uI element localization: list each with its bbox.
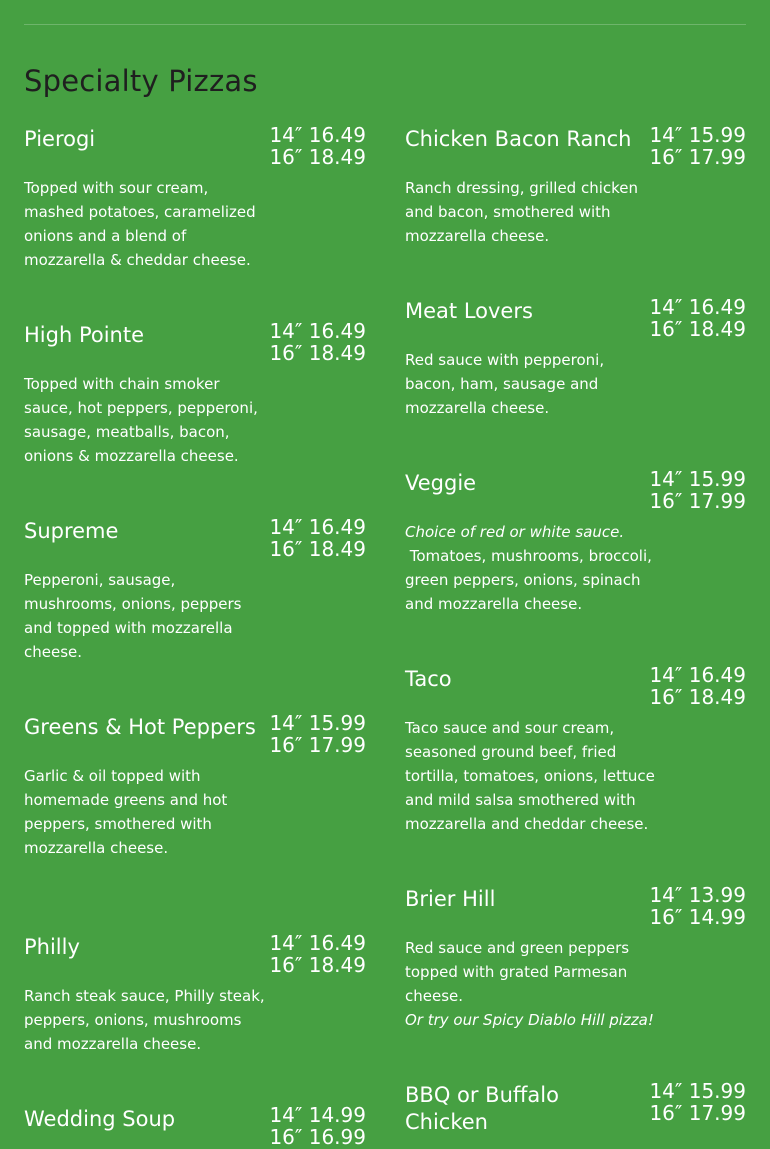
price-14-inch: 14″ 15.99: [269, 711, 366, 735]
item-prices: [269, 712, 366, 756]
item-note: Or try our Spicy Diablo Hill pizza!: [405, 1011, 654, 1029]
item-name: Wedding Soup: [24, 1107, 176, 1131]
item-description: Red sauce and green peppers topped with grated Parmesan cheese.: [405, 939, 630, 1005]
item-description-block: [405, 520, 655, 616]
item-name: Chicken Bacon Ranch: [405, 127, 632, 151]
item-note: Choice of red or white sauce.: [405, 523, 625, 541]
item-name: Taco: [405, 667, 452, 691]
item-description-block: [405, 936, 655, 1032]
price-14-inch: 14″ 16.49: [649, 663, 746, 687]
price-16-inch: 16″ 17.99: [649, 1101, 746, 1125]
price-14-inch: 14″ 15.99: [649, 467, 746, 491]
item-description: Topped with sour cream, mashed potatoes, caramelized onions and a blend of mozzarella & cheddar cheese.: [24, 179, 256, 269]
price-16-inch: 16″ 18.49: [269, 953, 366, 977]
top-divider: [24, 24, 746, 25]
item-description: Ranch steak sauce, Philly steak, peppers, onions, mushrooms and mozzarella cheese.: [24, 987, 265, 1053]
item-name: Supreme: [24, 519, 119, 543]
price-14-inch: 14″ 15.99: [649, 123, 746, 147]
price-14-inch: 14″ 14.99: [269, 1103, 366, 1127]
item-name: Philly: [24, 935, 80, 959]
item-name: BBQ or Buffalo Chicken: [405, 1083, 559, 1134]
item-prices: [269, 1104, 366, 1148]
price-14-inch: 14″ 15.99: [649, 1079, 746, 1103]
price-14-inch: 14″ 16.49: [269, 123, 366, 147]
item-description: Red sauce with pepperoni, bacon, ham, sausage and mozzarella cheese.: [405, 351, 605, 417]
price-16-inch: 16″ 18.49: [269, 145, 366, 169]
price-14-inch: 14″ 16.49: [269, 931, 366, 955]
item-description: Taco sauce and sour cream, seasoned ground beef, fried tortilla, tomatoes, onions, lettuce and mild salsa smothered with mozzarella and cheddar cheese.: [405, 719, 655, 833]
price-16-inch: 16″ 18.49: [269, 537, 366, 561]
price-14-inch: 14″ 13.99: [649, 883, 746, 907]
price-14-inch: 14″ 16.49: [269, 515, 366, 539]
item-prices: [649, 884, 746, 928]
price-16-inch: 16″ 18.49: [649, 317, 746, 341]
price-14-inch: 14″ 16.49: [649, 295, 746, 319]
item-description: Pepperoni, sausage, mushrooms, onions, peppers and topped with mozzarella cheese.: [24, 571, 242, 661]
price-16-inch: 16″ 17.99: [649, 145, 746, 169]
item-description: Tomatoes, mushrooms, broccoli, green peppers, onions, spinach and mozzarella cheese.: [405, 547, 652, 613]
price-16-inch: 16″ 18.49: [649, 685, 746, 709]
item-prices: [269, 320, 366, 364]
price-16-inch: 16″ 16.99: [269, 1125, 366, 1149]
item-name: Meat Lovers: [405, 299, 533, 323]
item-prices: [649, 1080, 746, 1124]
section-title: Specialty Pizzas: [24, 64, 258, 98]
item-prices: [649, 664, 746, 708]
item-name: High Pointe: [24, 323, 145, 347]
price-14-inch: 14″ 16.49: [269, 319, 366, 343]
price-16-inch: 16″ 14.99: [649, 905, 746, 929]
price-16-inch: 16″ 17.99: [269, 733, 366, 757]
item-prices: [649, 296, 746, 340]
item-description: Topped with chain smoker sauce, hot peppers, pepperoni, sausage, meatballs, bacon, onions & mozzarella cheese.: [24, 375, 258, 465]
price-16-inch: 16″ 18.49: [269, 341, 366, 365]
price-16-inch: 16″ 17.99: [649, 489, 746, 513]
item-prices: [269, 516, 366, 560]
item-description: Garlic & oil topped with homemade greens and hot peppers, smothered with mozzarella cheese.: [24, 767, 228, 857]
item-prices: [269, 124, 366, 168]
item-name: Brier Hill: [405, 887, 496, 911]
item-description: Ranch dressing, grilled chicken and bacon, smothered with mozzarella cheese.: [405, 179, 639, 245]
item-name: Greens & Hot Peppers: [24, 715, 256, 739]
item-name: Pierogi: [24, 127, 96, 151]
item-name: Veggie: [405, 471, 477, 495]
item-prices: [649, 124, 746, 168]
item-prices: [269, 932, 366, 976]
item-prices: [649, 468, 746, 512]
